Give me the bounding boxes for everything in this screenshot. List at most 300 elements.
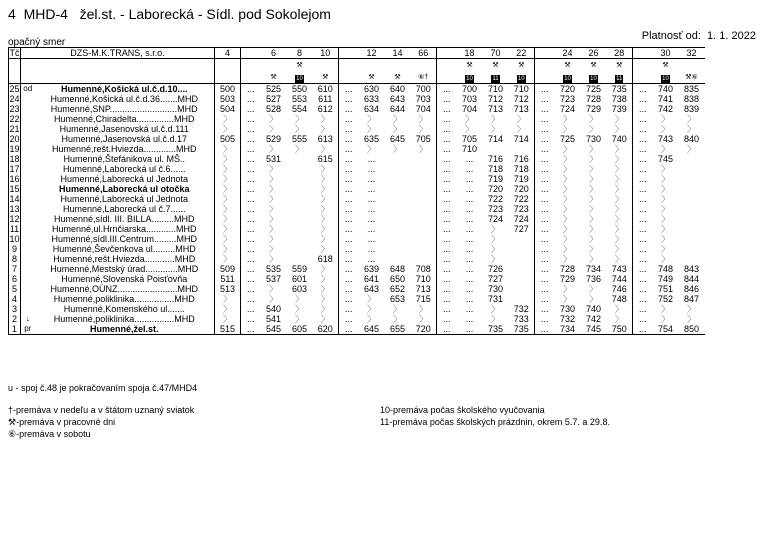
departure-time bbox=[509, 284, 535, 294]
departure-time: ... bbox=[465, 164, 474, 174]
departure-time: 〉 bbox=[320, 184, 330, 194]
departure-time: 〉 bbox=[222, 174, 232, 184]
departure-time: 723 bbox=[559, 94, 576, 104]
departure-time: ... bbox=[465, 284, 474, 294]
stop-flag bbox=[21, 294, 35, 304]
departure-time: ... bbox=[437, 324, 457, 335]
symbol-cell bbox=[241, 59, 261, 72]
departure-time: 〉 bbox=[614, 304, 624, 314]
stop-name: Humenné,Košická ul.č.d.36.......MHD bbox=[35, 94, 215, 104]
service-symbol-icon: ⑥† bbox=[418, 74, 429, 81]
departure-time: 〉 bbox=[588, 214, 598, 224]
timetable-row bbox=[9, 264, 705, 274]
departure-time: ... bbox=[339, 324, 359, 335]
stop-name: Humenné,Komenského ul....... bbox=[35, 304, 215, 314]
departure-time: 732 bbox=[513, 304, 529, 314]
trip-number: 8 bbox=[287, 48, 313, 59]
departure-time: ... bbox=[535, 304, 555, 314]
departure-time: 〉 bbox=[588, 194, 598, 204]
departure-time: 〉 bbox=[588, 174, 598, 184]
departure-time: ... bbox=[241, 274, 261, 284]
departure-time: 〉 bbox=[660, 254, 670, 264]
departure-time: ... bbox=[339, 114, 359, 124]
departure-time: ... bbox=[465, 274, 474, 284]
departure-time: 〉 bbox=[490, 114, 500, 124]
departure-time: 720 bbox=[513, 184, 529, 194]
trip-number: 14 bbox=[385, 48, 411, 59]
service-symbol-icon: ⚒ bbox=[322, 74, 329, 81]
departure-time: 〉 bbox=[268, 114, 278, 124]
departure-time: ... bbox=[339, 184, 359, 194]
departure-time bbox=[411, 224, 437, 234]
symbol-cell bbox=[385, 71, 411, 84]
departure-time: ... bbox=[339, 144, 359, 154]
departure-time bbox=[287, 204, 313, 214]
departure-time: ... bbox=[339, 224, 359, 234]
departure-time: ... bbox=[339, 254, 359, 264]
symbol-cell bbox=[339, 71, 359, 84]
departure-time: 603 bbox=[291, 284, 308, 294]
symbol-cell bbox=[653, 59, 679, 72]
departure-time: ... bbox=[633, 154, 653, 164]
validity-date: Platnosť od: 1. 1. 2022 bbox=[641, 30, 756, 42]
departure-time: 〉 bbox=[562, 254, 572, 264]
departure-time: 720 bbox=[411, 324, 437, 335]
departure-time bbox=[411, 154, 437, 164]
departure-time: 〉 bbox=[268, 204, 278, 214]
stop-name: Humenné,Mestský úrad.............MHD bbox=[35, 264, 215, 274]
departure-time: 〉 bbox=[490, 224, 500, 234]
stop-flag bbox=[21, 194, 35, 204]
departure-time: ... bbox=[465, 234, 474, 244]
departure-time: 〉 bbox=[392, 114, 402, 124]
departure-time: ... bbox=[241, 294, 261, 304]
departure-time: 〉 bbox=[588, 114, 598, 124]
departure-time: ... bbox=[535, 244, 555, 254]
symbol-cell bbox=[411, 71, 437, 84]
departure-time bbox=[411, 234, 437, 244]
departure-time bbox=[287, 164, 313, 174]
departure-time bbox=[385, 184, 411, 194]
departure-time: ... bbox=[241, 124, 261, 134]
departure-time bbox=[287, 214, 313, 224]
stop-number: 6 bbox=[9, 274, 21, 284]
stop-flag: ↓ bbox=[25, 314, 30, 323]
stop-number: 15 bbox=[9, 184, 20, 194]
departure-time: ... bbox=[535, 224, 555, 234]
departure-time: ... bbox=[465, 304, 474, 314]
stop-flag bbox=[21, 204, 35, 214]
departure-time: 〉 bbox=[268, 254, 278, 264]
departure-time bbox=[679, 164, 705, 174]
departure-time: 〉 bbox=[222, 224, 232, 234]
departure-time: 601 bbox=[291, 274, 308, 284]
service-symbol-icon: ⚒ bbox=[394, 74, 401, 81]
departure-time: 644 bbox=[389, 104, 406, 114]
departure-time: 525 bbox=[265, 84, 282, 94]
departure-time: 〉 bbox=[268, 174, 278, 184]
stop-number: 8 bbox=[9, 254, 21, 264]
service-symbol-icon: ⚒ bbox=[492, 62, 499, 69]
departure-time: 〉 bbox=[392, 144, 402, 154]
departure-time: 〉 bbox=[614, 154, 624, 164]
symbol-cell bbox=[457, 59, 483, 72]
departure-time: ... bbox=[241, 144, 261, 154]
departure-time: 704 bbox=[461, 104, 478, 114]
departure-time: 〉 bbox=[660, 184, 670, 194]
stop-flag bbox=[21, 104, 35, 114]
departure-time: ... bbox=[437, 294, 457, 304]
departure-time: 732 bbox=[559, 314, 576, 324]
service-symbol-icon: ⚒ bbox=[662, 62, 669, 69]
departure-time: ... bbox=[367, 174, 376, 184]
departure-time: ... bbox=[241, 254, 261, 264]
departure-time: 731 bbox=[487, 294, 504, 304]
departure-time: 〉 bbox=[268, 184, 278, 194]
departure-time: 529 bbox=[265, 134, 282, 144]
departure-time: ... bbox=[437, 164, 457, 174]
stop-flag bbox=[21, 94, 35, 104]
departure-time: ... bbox=[437, 84, 457, 95]
stop-number: 18 bbox=[9, 154, 20, 164]
departure-time: 726 bbox=[487, 264, 504, 274]
departure-time: 710 bbox=[415, 274, 431, 284]
departure-time: 〉 bbox=[660, 214, 670, 224]
departure-time: 735 bbox=[509, 324, 535, 335]
departure-time: 〉 bbox=[686, 114, 696, 124]
departure-time: 〉 bbox=[222, 164, 232, 174]
school-symbol-icon: 10 bbox=[590, 75, 597, 82]
departure-time: ... bbox=[465, 224, 474, 234]
note-spoj: u - spoj č.48 je pokračovaním spoja č.47/MHD4 bbox=[8, 383, 198, 393]
departure-time: 〉 bbox=[614, 144, 624, 154]
departure-time: 〉 bbox=[614, 204, 624, 214]
departure-time: ... bbox=[633, 264, 653, 274]
departure-time: 〉 bbox=[516, 124, 526, 134]
departure-time: ... bbox=[437, 204, 457, 214]
departure-time: 〉 bbox=[418, 314, 428, 324]
header-row bbox=[9, 48, 705, 59]
departure-time: 〉 bbox=[222, 154, 232, 164]
stop-number: 3 bbox=[9, 304, 21, 314]
departure-time: ... bbox=[633, 224, 653, 234]
departure-time: 〉 bbox=[222, 294, 232, 304]
departure-time: 511 bbox=[220, 274, 235, 284]
departure-time: 〉 bbox=[464, 124, 474, 134]
service-symbol-icon: ⚒ bbox=[466, 62, 473, 69]
symbol-row bbox=[9, 59, 705, 72]
departure-time: 722 bbox=[487, 194, 504, 204]
symbol-cell bbox=[509, 59, 535, 72]
departure-time: 718 bbox=[513, 164, 529, 174]
departure-time: 〉 bbox=[320, 224, 330, 234]
departure-time: ... bbox=[339, 314, 359, 324]
departure-time: ... bbox=[339, 124, 359, 134]
symbol-cell bbox=[287, 59, 313, 72]
departure-time bbox=[411, 194, 437, 204]
departure-time: 635 bbox=[363, 134, 380, 144]
departure-time: 742 bbox=[657, 104, 674, 114]
departure-time: ... bbox=[633, 214, 653, 224]
timetable-row bbox=[9, 294, 705, 304]
service-symbol-icon: ⚒ bbox=[564, 62, 571, 69]
departure-time bbox=[509, 264, 535, 274]
stop-flag bbox=[21, 144, 35, 154]
stop-flag bbox=[21, 154, 35, 164]
timetable-row bbox=[9, 84, 705, 95]
departure-time: 531 bbox=[265, 154, 282, 164]
stop-name: Humenné,Košická ul.č.d.10.... bbox=[35, 84, 215, 95]
departure-time: 〉 bbox=[268, 144, 278, 154]
departure-time: 〉 bbox=[294, 114, 304, 124]
trip-number: 6 bbox=[261, 48, 287, 59]
stop-name: Humenné,sídl.III.Centrum.........MHD bbox=[35, 234, 215, 244]
departure-time: 746 bbox=[611, 284, 627, 294]
departure-time: 705 bbox=[415, 134, 431, 144]
departure-time: 735 bbox=[483, 324, 509, 335]
timetable-row bbox=[9, 154, 705, 164]
stop-number: 12 bbox=[9, 214, 20, 224]
stop-flag bbox=[21, 284, 35, 294]
departure-time: 〉 bbox=[222, 114, 232, 124]
departure-time bbox=[287, 184, 313, 194]
departure-time: 〉 bbox=[268, 284, 278, 294]
departure-time: 〉 bbox=[320, 284, 330, 294]
departure-time: 〉 bbox=[320, 244, 330, 254]
stop-number: 25 bbox=[9, 84, 20, 94]
departure-time: ... bbox=[457, 324, 483, 335]
departure-time: 743 bbox=[611, 264, 627, 274]
departure-time: 〉 bbox=[222, 244, 232, 254]
stop-name: Humenné,sídl. III. BILLA.........MHD bbox=[35, 214, 215, 224]
departure-time: ... bbox=[633, 314, 653, 324]
tc-empty bbox=[9, 59, 21, 72]
departure-time: 553 bbox=[291, 94, 308, 104]
departure-time: 734 bbox=[585, 264, 602, 274]
departure-time bbox=[287, 194, 313, 204]
departure-time: 537 bbox=[265, 274, 282, 284]
departure-time: ... bbox=[465, 174, 474, 184]
departure-time: 745 bbox=[581, 324, 607, 335]
departure-time: 540 bbox=[265, 304, 282, 314]
departure-time bbox=[411, 184, 437, 194]
departure-time: 633 bbox=[363, 94, 380, 104]
departure-time: ... bbox=[241, 104, 261, 114]
departure-time: 〉 bbox=[562, 154, 572, 164]
departure-time: 〉 bbox=[268, 214, 278, 224]
departure-time: ... bbox=[437, 264, 457, 274]
departure-time: 728 bbox=[559, 264, 576, 274]
departure-time bbox=[287, 174, 313, 184]
departure-time: ... bbox=[241, 94, 261, 104]
departure-time: ... bbox=[437, 244, 457, 254]
departure-time: 648 bbox=[389, 264, 406, 274]
trip-number bbox=[241, 48, 261, 59]
departure-time: 742 bbox=[585, 314, 602, 324]
departure-time bbox=[385, 204, 411, 214]
school-symbol-icon: 10 bbox=[296, 75, 303, 82]
note-workdays: ⚒-premáva v pracovné dni bbox=[8, 417, 116, 427]
departure-time: 〉 bbox=[366, 114, 376, 124]
departure-time: ... bbox=[535, 164, 555, 174]
stop-flag bbox=[21, 304, 35, 314]
departure-time: 710 bbox=[487, 84, 504, 94]
departure-time: 〉 bbox=[268, 194, 278, 204]
departure-time: ... bbox=[535, 144, 555, 154]
departure-time: ... bbox=[367, 204, 376, 214]
stop-number: 22 bbox=[9, 114, 20, 124]
departure-time: ... bbox=[465, 314, 474, 324]
departure-time: 748 bbox=[611, 294, 627, 304]
departure-time: 513 bbox=[219, 284, 236, 294]
departure-time: 703 bbox=[415, 94, 431, 104]
departure-time: 〉 bbox=[516, 114, 526, 124]
departure-time: 〉 bbox=[366, 124, 376, 134]
departure-time: 741 bbox=[657, 94, 674, 104]
symbol-cell bbox=[483, 59, 509, 72]
departure-time: 〉 bbox=[588, 184, 598, 194]
departure-time: 〉 bbox=[490, 234, 500, 244]
stop-number: 4 bbox=[9, 294, 21, 304]
departure-time: 〉 bbox=[320, 174, 330, 184]
departure-time: ... bbox=[437, 254, 457, 264]
trip-number: 12 bbox=[359, 48, 385, 59]
departure-time: 〉 bbox=[562, 284, 572, 294]
departure-time: 835 bbox=[683, 84, 700, 94]
departure-time: ... bbox=[535, 314, 555, 324]
departure-time: 〉 bbox=[562, 204, 572, 214]
trip-number: 4 bbox=[215, 48, 241, 59]
departure-time: 〉 bbox=[222, 194, 232, 204]
departure-time: 〉 bbox=[490, 314, 500, 324]
service-symbol-icon: ⚒ bbox=[270, 74, 277, 81]
departure-time: 〉 bbox=[614, 314, 624, 324]
departure-time: 〉 bbox=[268, 224, 278, 234]
departure-time: ... bbox=[241, 304, 261, 314]
departure-time: ... bbox=[535, 114, 555, 124]
departure-time: 〉 bbox=[320, 204, 330, 214]
departure-time: ... bbox=[535, 214, 555, 224]
timetable-row bbox=[9, 174, 705, 184]
trip-number: 32 bbox=[679, 48, 705, 59]
departure-time: ... bbox=[633, 104, 653, 114]
symbol-cell bbox=[633, 71, 653, 84]
school-symbol-icon: 10 bbox=[517, 75, 525, 82]
departure-time: ... bbox=[535, 284, 555, 294]
note-holidays-school: 11-premáva počas školských prázdnin, okrem 5.7. a 29.8. bbox=[380, 417, 610, 427]
departure-time: 630 bbox=[363, 84, 380, 94]
departure-time: 713 bbox=[487, 104, 504, 114]
departure-time: 〉 bbox=[320, 264, 330, 274]
departure-time: 〉 bbox=[418, 144, 428, 154]
stop-name: Humenné,rešt.Hviezda.............MHD bbox=[35, 144, 215, 154]
timetable bbox=[8, 47, 705, 335]
school-symbol-icon: 10 bbox=[564, 75, 571, 82]
timetable-row bbox=[9, 304, 705, 314]
departure-time: 650 bbox=[389, 274, 406, 284]
departure-time: 〉 bbox=[294, 144, 304, 154]
departure-time: 〉 bbox=[268, 124, 278, 134]
symbol-cell bbox=[581, 71, 607, 84]
stop-flag bbox=[21, 254, 35, 264]
symbol-cell bbox=[607, 59, 633, 72]
stop-name: Humenné,poliklinika................MHD bbox=[35, 294, 215, 304]
departure-time: 〉 bbox=[268, 244, 278, 254]
departure-time: 735 bbox=[611, 84, 627, 94]
departure-time: 〉 bbox=[418, 124, 428, 134]
departure-time: ... bbox=[437, 234, 457, 244]
timetable-row bbox=[9, 234, 705, 244]
departure-time: ... bbox=[339, 84, 359, 95]
departure-time: ... bbox=[437, 224, 457, 234]
service-symbol-icon: ⚒ bbox=[616, 62, 623, 69]
departure-time: 751 bbox=[657, 284, 674, 294]
departure-time: ... bbox=[465, 264, 474, 274]
departure-time: 〉 bbox=[686, 304, 696, 314]
departure-time: 705 bbox=[461, 134, 478, 144]
departure-time bbox=[483, 144, 509, 154]
departure-time: 〉 bbox=[588, 204, 598, 214]
departure-time: 〉 bbox=[320, 124, 330, 134]
timetable-row bbox=[9, 204, 705, 214]
stop-name: Humenné,Štefánikova ul. MŠ.. bbox=[35, 154, 215, 164]
departure-time: ... bbox=[367, 164, 376, 174]
departure-time: ... bbox=[241, 134, 261, 144]
departure-time: 〉 bbox=[588, 254, 598, 264]
departure-time: ... bbox=[535, 264, 555, 274]
departure-time: ... bbox=[339, 244, 359, 254]
stop-flag bbox=[21, 174, 35, 184]
departure-time: ... bbox=[633, 274, 653, 284]
departure-time: ... bbox=[241, 314, 261, 324]
departure-time: ... bbox=[339, 104, 359, 114]
departure-time: 730 bbox=[559, 304, 576, 314]
trip-number bbox=[339, 48, 359, 59]
stop-flag bbox=[21, 224, 35, 234]
departure-time: ... bbox=[339, 154, 359, 164]
departure-time: ... bbox=[437, 274, 457, 284]
timetable-row bbox=[9, 134, 705, 144]
departure-time: 〉 bbox=[660, 194, 670, 204]
departure-time: 729 bbox=[585, 104, 602, 114]
departure-time: 749 bbox=[657, 274, 674, 284]
departure-time bbox=[509, 144, 535, 154]
departure-time bbox=[679, 224, 705, 234]
departure-time: 723 bbox=[487, 204, 504, 214]
stop-name: Humenné,ul.Hrnčiarska............MHD bbox=[35, 224, 215, 234]
stop-empty bbox=[21, 59, 215, 72]
departure-time: 〉 bbox=[222, 124, 232, 134]
departure-time: 〉 bbox=[490, 124, 500, 134]
departure-time: 559 bbox=[291, 264, 308, 274]
departure-time bbox=[385, 224, 411, 234]
timetable-row bbox=[9, 224, 705, 234]
departure-time: 643 bbox=[363, 284, 380, 294]
departure-time: ... bbox=[339, 164, 359, 174]
departure-time: ... bbox=[339, 194, 359, 204]
stop-number: 10 bbox=[9, 234, 20, 244]
departure-time: 838 bbox=[683, 94, 700, 104]
departure-time: 740 bbox=[657, 84, 674, 94]
departure-time: 〉 bbox=[562, 124, 572, 134]
stop-number: 17 bbox=[9, 164, 20, 174]
departure-time: ... bbox=[241, 174, 261, 184]
departure-time: ... bbox=[241, 214, 261, 224]
departure-time: 714 bbox=[487, 134, 504, 144]
symbol-cell bbox=[457, 71, 483, 84]
departure-time: 618 bbox=[317, 254, 333, 264]
departure-time: ... bbox=[241, 114, 261, 124]
